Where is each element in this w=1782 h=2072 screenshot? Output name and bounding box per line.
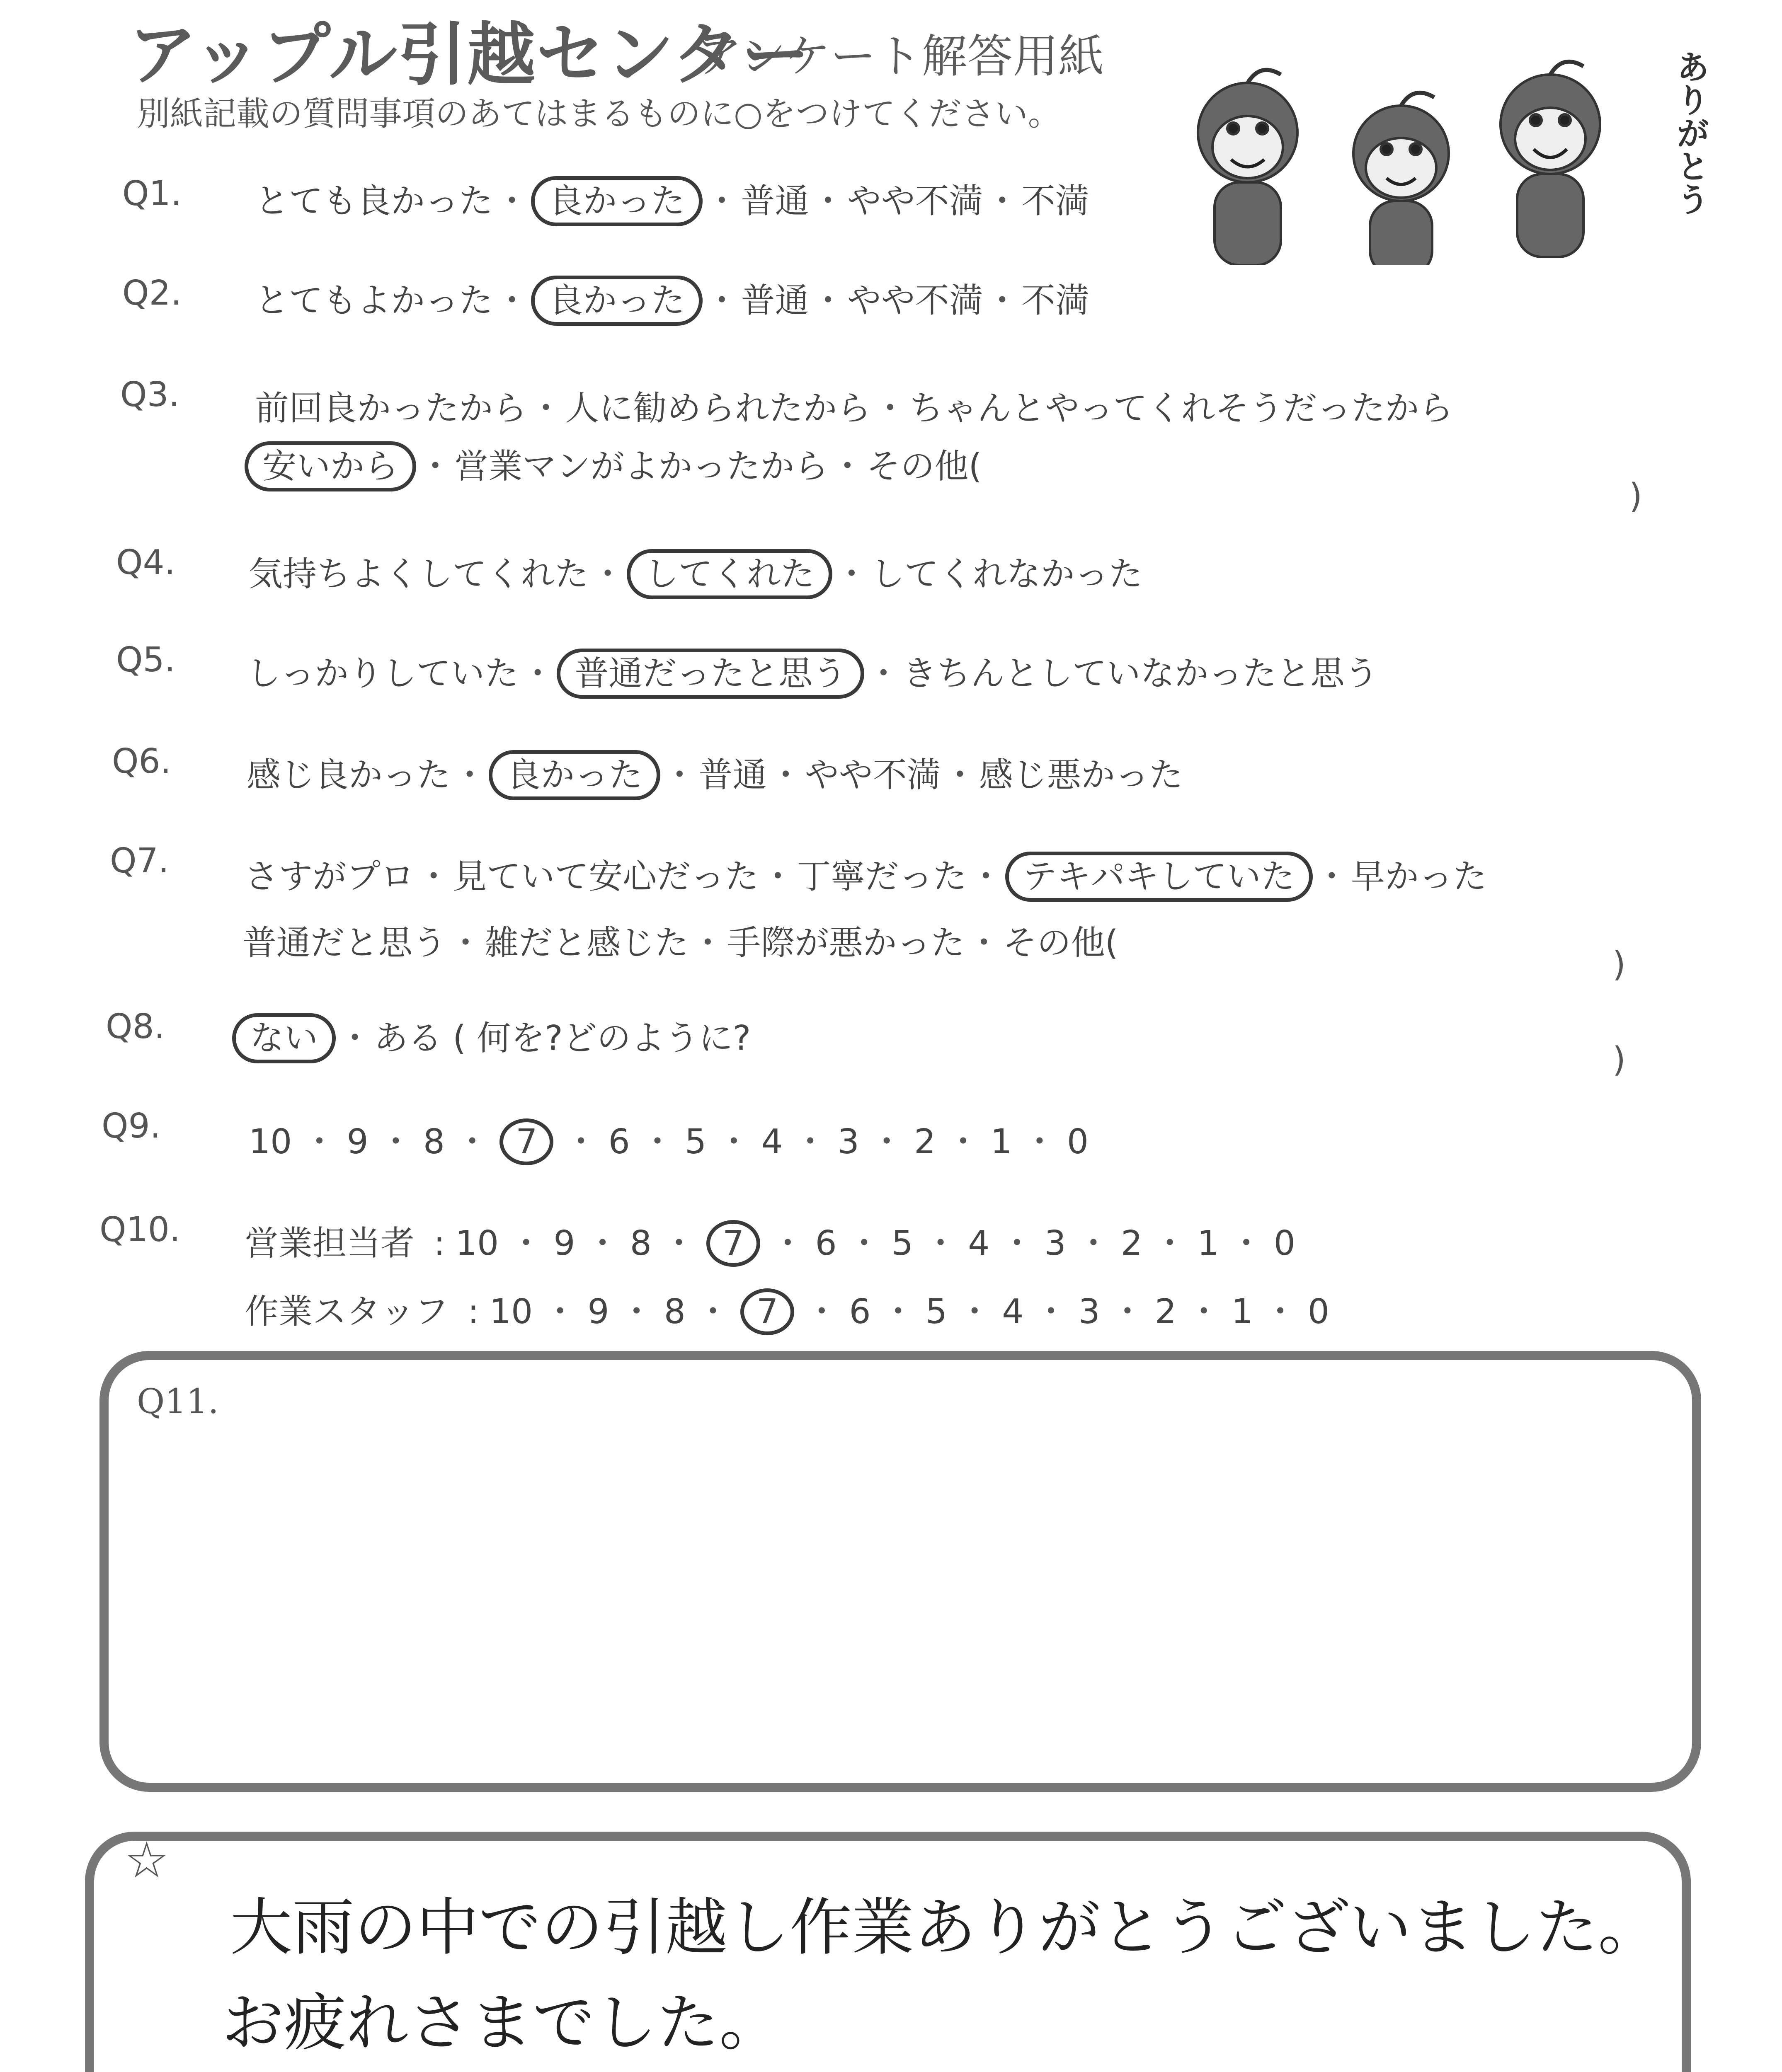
q1-option[interactable]: 不満 [1021, 182, 1089, 221]
brand-title: アップル引越センター [128, 15, 811, 94]
q10-sales-label: 営業担当者 : [245, 1224, 445, 1263]
separator: ・ [453, 755, 487, 795]
q9-option[interactable]: 3 [837, 1122, 859, 1162]
q1-option[interactable]: とても良かった [255, 182, 493, 221]
q2-options [255, 274, 1089, 322]
q10-staff-option[interactable]: 1 [1231, 1292, 1253, 1331]
q9-option[interactable]: 5 [685, 1122, 707, 1162]
separator: ・ [696, 1292, 730, 1331]
separator: ・ [761, 857, 795, 896]
separator: ・ [811, 281, 845, 320]
separator: ・ [793, 1122, 827, 1162]
separator: ・ [847, 1224, 881, 1263]
q3-line2 [245, 439, 982, 488]
separator: ・ [705, 281, 739, 320]
q3-number: Q3. [120, 375, 179, 414]
q6-option[interactable]: やや不満 [805, 755, 941, 795]
q10-sales-option[interactable]: 3 [1044, 1224, 1066, 1263]
q9-option[interactable]: 9 [347, 1122, 369, 1162]
q2-option[interactable]: 不満 [1021, 281, 1089, 320]
separator: ・ [705, 182, 739, 221]
q10-sales-option[interactable]: 0 [1273, 1224, 1295, 1263]
comment-line-2: お疲れさまでした。 [222, 1987, 782, 2059]
separator: ・ [946, 1122, 980, 1162]
q11-number: Q11. [137, 1382, 219, 1421]
q7-closing-paren: ) [1612, 945, 1626, 984]
q2-option[interactable]: とてもよかった [255, 281, 493, 320]
q9-option[interactable]: 2 [914, 1122, 936, 1162]
separator: ・ [969, 857, 1003, 896]
q7-line2 [242, 916, 1118, 964]
q4-options [249, 547, 1142, 595]
q5-options [247, 646, 1378, 695]
q10-staff-option[interactable]: 10 [489, 1292, 533, 1331]
q10-staff-option[interactable]: 4 [1002, 1292, 1024, 1331]
q7-option[interactable]: 手際が悪かった [727, 923, 965, 963]
q7-option-other[interactable]: その他( [1003, 923, 1118, 963]
q5-number: Q5. [116, 640, 175, 680]
separator: ・ [662, 755, 697, 795]
q2-option[interactable]: やや不満 [847, 281, 983, 320]
q1-options [255, 174, 1089, 223]
q7-option[interactable]: さすがプロ [245, 857, 415, 896]
separator: ・ [591, 554, 625, 594]
q7-line1 [245, 850, 1487, 898]
q6-option[interactable]: 普通 [698, 755, 767, 795]
separator: ・ [769, 755, 803, 795]
separator: ・ [1110, 1292, 1144, 1331]
q5-option-selected[interactable]: 普通だったと思う [557, 649, 864, 699]
q9-option[interactable]: 4 [761, 1122, 783, 1162]
star-icon: ☆ [124, 1832, 169, 1889]
separator: ・ [449, 923, 483, 963]
q1-option-selected[interactable]: 良かった [531, 176, 703, 226]
q4-option[interactable]: してくれなかった [870, 554, 1143, 594]
separator: ・ [564, 1122, 598, 1162]
q10-sales-option[interactable]: 2 [1120, 1224, 1143, 1263]
q10-sales-option[interactable]: 8 [630, 1224, 652, 1263]
separator: ・ [619, 1292, 654, 1331]
separator: ・ [866, 654, 901, 693]
separator: ・ [691, 923, 725, 963]
q10-staff-option[interactable]: 0 [1307, 1292, 1329, 1331]
separator: ・ [417, 857, 451, 896]
separator: ・ [985, 182, 1019, 221]
separator: ・ [662, 1224, 696, 1263]
separator: ・ [870, 1122, 904, 1162]
separator: ・ [495, 182, 529, 221]
q5-option[interactable]: しっかりしていた [247, 654, 519, 693]
q2-option[interactable]: 普通 [741, 281, 809, 320]
q8-closing-paren: ) [1612, 1040, 1626, 1080]
separator: ・ [455, 1122, 490, 1162]
separator: ・ [378, 1122, 413, 1162]
q3-closing-paren: ) [1629, 477, 1642, 516]
q6-option-selected[interactable]: 良かった [489, 750, 660, 800]
separator: ・ [811, 182, 845, 221]
q10-staff-option[interactable]: 6 [849, 1292, 871, 1331]
separator: ・ [958, 1292, 992, 1331]
separator: ・ [1022, 1122, 1057, 1162]
q1-number: Q1. [122, 174, 182, 213]
comment-line-1: 大雨の中での引越し作業ありがとうございました。 [230, 1892, 1661, 1964]
q10-sales-row [245, 1216, 1295, 1265]
separator: ・ [1187, 1292, 1221, 1331]
separator: ・ [418, 447, 453, 486]
q10-staff-row [245, 1285, 1329, 1333]
q8-option-selected[interactable]: ない [232, 1013, 336, 1063]
q10-sales-option[interactable]: 10 [455, 1224, 499, 1263]
q9-option[interactable]: 8 [423, 1122, 445, 1162]
q7-option[interactable]: 普通だと思う [242, 923, 447, 963]
q6-option[interactable]: 感じ良かった [247, 755, 451, 795]
q9-number: Q9. [102, 1106, 161, 1146]
q10-staff-option[interactable]: 2 [1154, 1292, 1177, 1331]
q3-option[interactable]: 営業マンがよかったから [454, 447, 829, 486]
separator: ・ [830, 447, 865, 486]
q7-option[interactable]: 雑だと感じた [485, 923, 689, 963]
separator: ・ [967, 923, 1001, 963]
q4-option[interactable]: 気持ちよくしてくれた [249, 554, 589, 594]
q3-option-other[interactable]: その他( [866, 447, 982, 486]
separator: ・ [1076, 1224, 1110, 1263]
q7-option[interactable]: 早かった [1350, 857, 1487, 896]
q10-sales-option[interactable]: 6 [815, 1224, 837, 1263]
separator: ・ [881, 1292, 915, 1331]
separator: ・ [1034, 1292, 1068, 1331]
separator: ・ [640, 1122, 674, 1162]
q3-option[interactable]: 人に勧められたから [565, 389, 871, 428]
instructions: 別紙記載の質問事項のあてはまるものに○をつけてください。 [137, 94, 1061, 133]
separator: ・ [873, 389, 907, 428]
separator: ・ [543, 1292, 577, 1331]
q4-number: Q4. [116, 543, 175, 582]
q8-number: Q8. [106, 1007, 165, 1046]
separator: ・ [1153, 1224, 1187, 1263]
separator: ・ [529, 389, 563, 428]
separator: ・ [495, 281, 529, 320]
separator: ・ [1229, 1224, 1263, 1263]
q4-option-selected[interactable]: してくれた [627, 549, 832, 599]
q9-option[interactable]: 10 [249, 1122, 292, 1162]
separator: ・ [1263, 1292, 1297, 1331]
q10-number: Q10. [99, 1210, 180, 1249]
q1-option[interactable]: 普通 [741, 182, 809, 221]
separator: ・ [338, 1019, 372, 1058]
q9-option[interactable]: 6 [608, 1122, 630, 1162]
q6-options [247, 748, 1183, 796]
q3-option-selected[interactable]: 安いから [245, 441, 416, 491]
q10-staff-option-selected[interactable]: 7 [740, 1288, 794, 1335]
q10-sales-option[interactable]: 4 [968, 1224, 990, 1263]
q8-option[interactable]: ある ( 何を?どのように? [374, 1019, 751, 1058]
separator: ・ [585, 1224, 620, 1263]
q10-staff-label: 作業スタッフ : [245, 1292, 479, 1331]
mascot-thanks-text: ありがとう [1671, 50, 1709, 215]
q10-staff-option[interactable]: 5 [925, 1292, 948, 1331]
separator: ・ [302, 1122, 337, 1162]
q10-staff-option[interactable]: 3 [1078, 1292, 1100, 1331]
q9-option-selected[interactable]: 7 [499, 1118, 553, 1165]
separator: ・ [717, 1122, 751, 1162]
q7-option-selected[interactable]: テキパキしていた [1005, 852, 1313, 902]
separator: ・ [834, 554, 869, 594]
q2-number: Q2. [122, 274, 182, 313]
form-title: アンケート解答用紙 [696, 30, 1104, 83]
separator: ・ [509, 1224, 543, 1263]
q5-option[interactable]: きちんとしていなかったと思う [902, 654, 1379, 693]
q11-answer-box[interactable] [99, 1351, 1701, 1792]
separator: ・ [805, 1292, 839, 1331]
q1-option[interactable]: やや不満 [847, 182, 983, 221]
q10-sales-option[interactable]: 9 [553, 1224, 575, 1263]
separator: ・ [985, 281, 1019, 320]
q2-option-selected[interactable]: 良かった [531, 276, 703, 326]
q10-sales-option[interactable]: 5 [891, 1224, 914, 1263]
q3-option[interactable]: 前回良かったから [255, 389, 527, 428]
separator: ・ [1314, 857, 1349, 896]
q9-option[interactable]: 0 [1067, 1122, 1089, 1162]
q10-staff-option[interactable]: 9 [587, 1292, 609, 1331]
q10-sales-option[interactable]: 1 [1197, 1224, 1219, 1263]
q6-option[interactable]: 感じ悪かった [979, 755, 1183, 795]
separator: ・ [521, 654, 555, 693]
separator: ・ [924, 1224, 958, 1263]
q9-scale [249, 1115, 1089, 1163]
q6-number: Q6. [112, 742, 171, 781]
q8-options [232, 1011, 751, 1060]
separator: ・ [1000, 1224, 1034, 1263]
q7-option[interactable]: 見ていて安心だった [453, 857, 759, 896]
q10-staff-option[interactable]: 8 [664, 1292, 686, 1331]
q3-line1 [255, 381, 1453, 430]
q7-option[interactable]: 丁寧だった [797, 857, 967, 896]
q10-sales-option-selected[interactable]: 7 [706, 1220, 760, 1267]
separator: ・ [943, 755, 977, 795]
mascot-monkeys-icon [1144, 33, 1724, 265]
separator: ・ [771, 1224, 805, 1263]
q3-option[interactable]: ちゃんとやってくれそうだったから [909, 389, 1453, 428]
q7-number: Q7. [110, 841, 169, 881]
q9-option[interactable]: 1 [990, 1122, 1012, 1162]
